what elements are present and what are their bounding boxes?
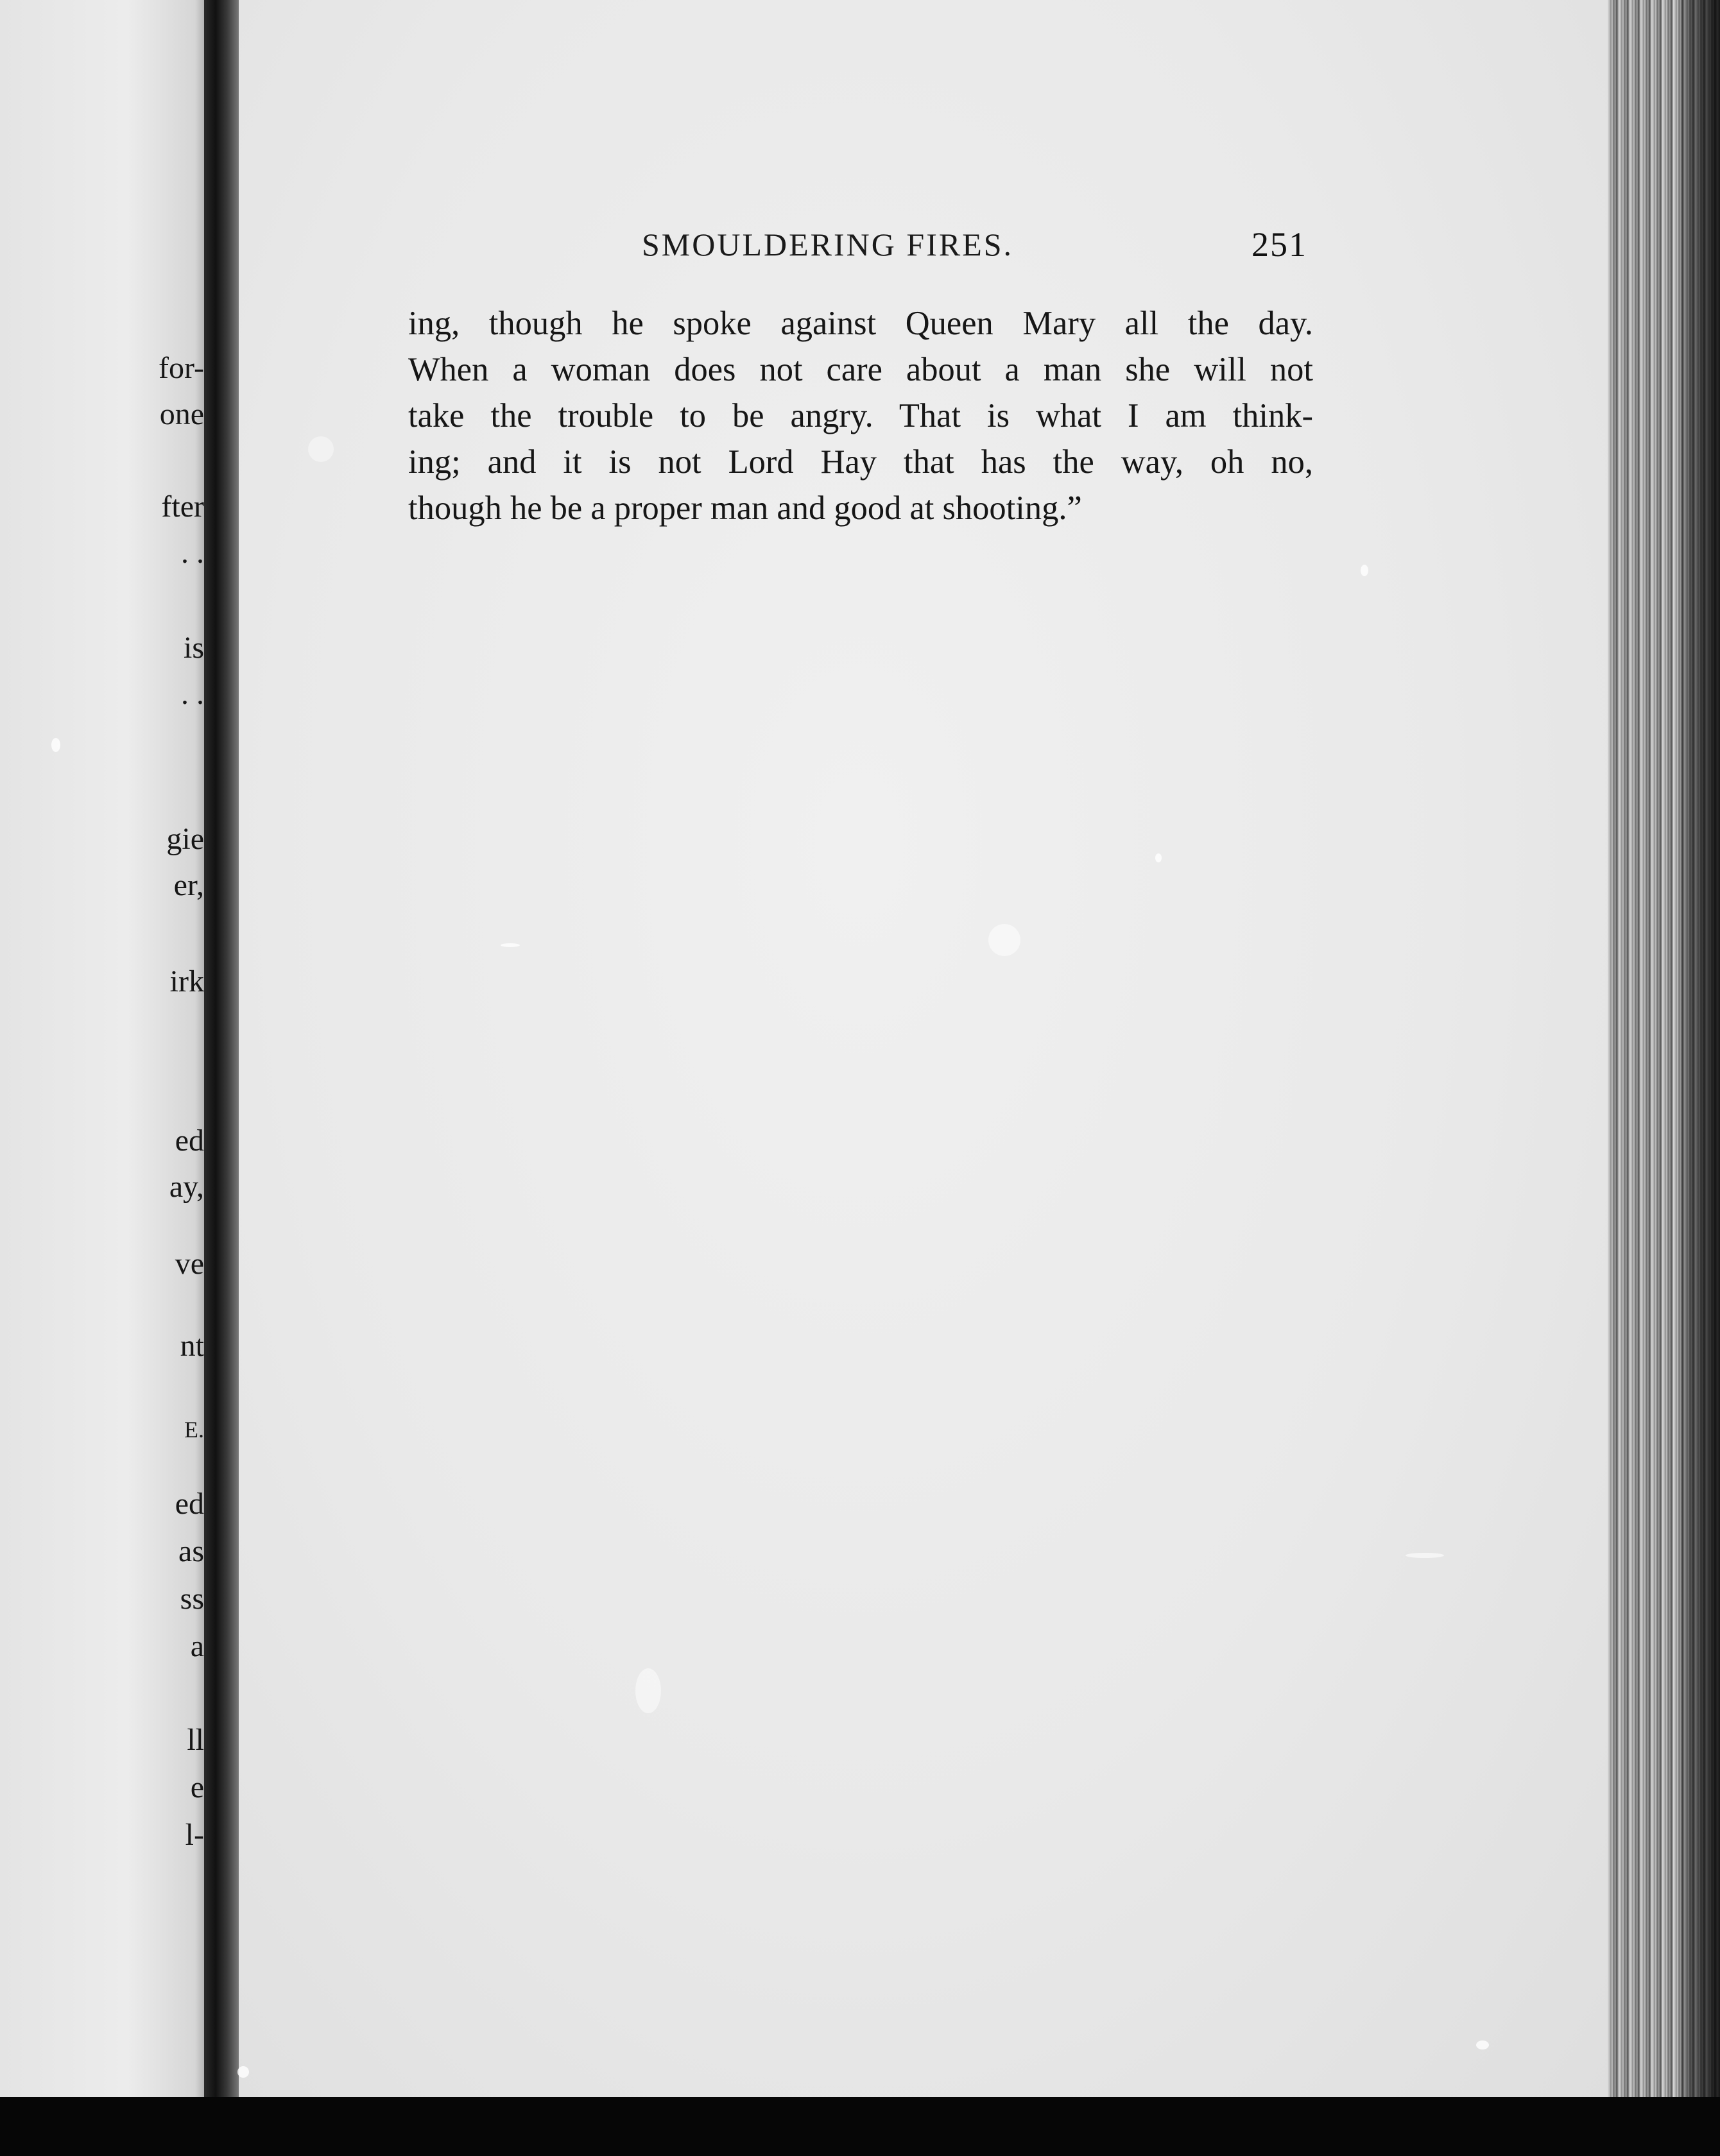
text-line: ing, though he spoke against Queen Mary all the day. <box>408 305 1313 342</box>
left-page-line: nt <box>180 1329 204 1363</box>
dust-speck <box>988 924 1020 956</box>
left-page-line: a <box>190 1629 204 1663</box>
left-page-line: ss <box>180 1582 204 1616</box>
left-page-line: ed <box>175 1124 204 1158</box>
left-page-line: ll <box>187 1723 204 1757</box>
left-page-line: er, <box>173 868 204 902</box>
book-gutter <box>204 0 243 2097</box>
left-page-line: ve <box>175 1247 204 1281</box>
left-page-line: is <box>183 631 204 665</box>
left-page-line: . . <box>181 677 204 711</box>
page-number: 251 <box>1251 225 1307 264</box>
left-page-line: ed <box>175 1487 204 1521</box>
left-page-line: for- <box>159 351 204 385</box>
left-page-line: . . <box>181 536 204 570</box>
dust-speck <box>1406 1553 1444 1558</box>
dust-speck <box>1155 853 1162 862</box>
text-line: When a woman does not care about a man she will not <box>408 351 1313 388</box>
left-page-line: ay, <box>169 1170 204 1204</box>
left-page-line: l- <box>185 1818 204 1852</box>
dust-speck <box>635 1668 661 1713</box>
text-line: take the trouble to be angry. That is what I am think- <box>408 397 1313 434</box>
facing-page-left <box>0 0 212 2097</box>
running-head: SMOULDERING FIRES. <box>642 227 1014 262</box>
body-text <box>408 300 1313 531</box>
text-line: ing; and it is not Lord Hay that has the way, oh no, <box>408 443 1313 481</box>
scan-bottom-border <box>0 2097 1720 2156</box>
dust-speck <box>237 2066 249 2078</box>
left-page-line: gie <box>166 822 204 856</box>
left-page-line: fter <box>161 490 204 524</box>
dust-speck <box>1361 565 1368 576</box>
dust-speck <box>51 738 60 752</box>
left-page-line: one <box>159 397 204 431</box>
left-page-line: e <box>190 1770 204 1804</box>
left-page-line: irk <box>169 964 204 998</box>
left-page-line: E. <box>184 1417 204 1442</box>
left-page-line: as <box>178 1534 204 1568</box>
dust-speck <box>501 943 520 947</box>
dust-speck <box>308 436 334 462</box>
page-edges-shadow <box>1681 0 1720 2118</box>
text-line: though he be a proper man and good at shooting.” <box>408 490 1082 527</box>
dust-speck <box>1476 2041 1489 2049</box>
